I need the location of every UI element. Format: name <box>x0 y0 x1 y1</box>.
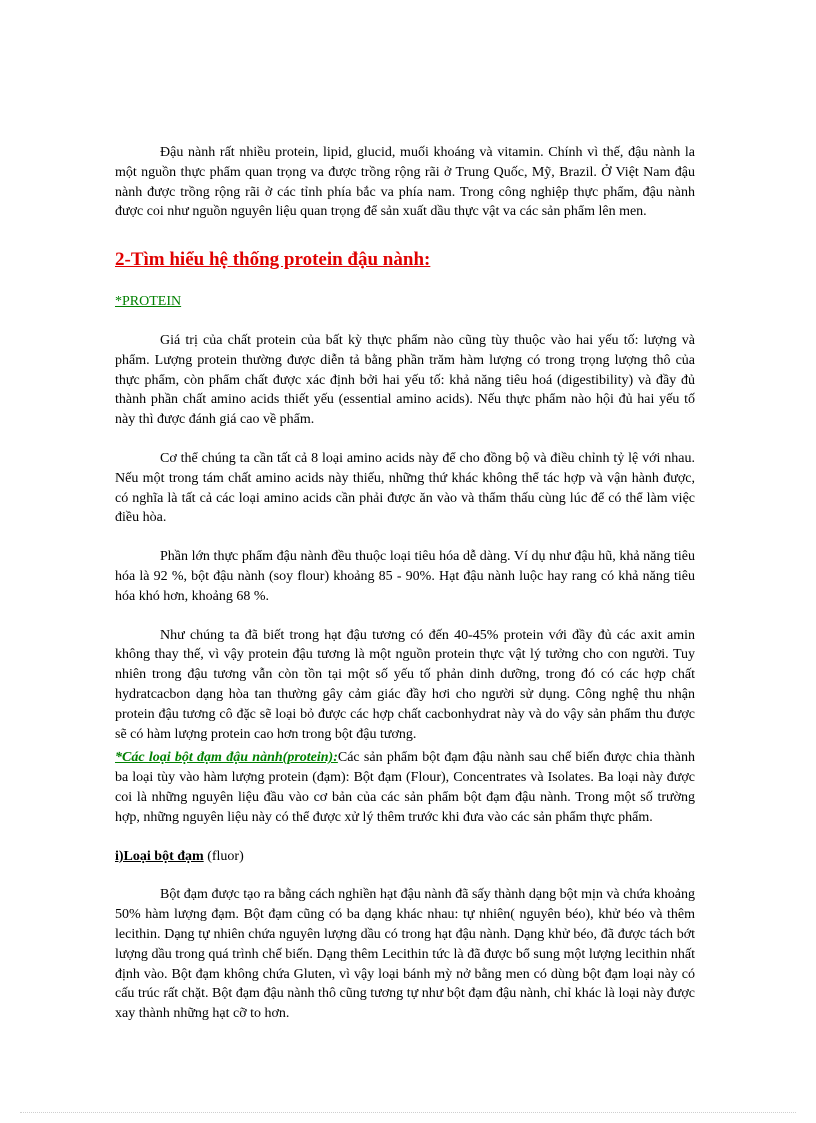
intro-paragraph: Đậu nành rất nhiều protein, lipid, glucid, muối khoáng và vitamin. Chính vì thế, đậu nành la một nguồn thực phẩm quan trọng va được trồng rộng rãi ở Trung Quốc, Mỹ, Brazil. Ở Việt Nam đậu nành được trồng rộng rãi ở các tỉnh phía bắc va phía nam. Trong công nghiệp thực phẩm, đậu nành được coi như nguồn nguyên liệu quan trọng để sản xuất dầu thực vật va các sản phẩm lên men. <box>115 145 695 220</box>
types-paragraph <box>115 748 695 827</box>
section-title: 2-Tìm hiểu hệ thống protein đậu nành: <box>115 249 431 271</box>
paragraph-digestibility: Phần lớn thực phẩm đậu nành đều thuộc loại tiêu hóa dễ dàng. Ví dụ như đậu hũ, khả năng tiêu hóa là 92 %, bột đậu nành (soy flour) khoảng 85 - 90%. Hạt đậu nành luộc hay rang có khả năng tiêu hóa khó hơn, khoảng 68 %. <box>115 549 695 604</box>
flour-heading: i)Loại bột đạm <box>115 848 204 864</box>
types-heading: *Các loại bột đạm đậu nành(protein): <box>115 750 338 766</box>
document-page <box>115 143 695 1024</box>
types-text: Các sản phẩm bột đạm đậu nành sau chế biến được chia thành ba loại tùy vào hàm lượng protein (đạm): Bột đạm (Flour), Concentrates và Isolates. Ba loại này được coi là những nguyên liệu đầu vào cơ bản của các sản phẩm bột đạm đậu nành. Trong một số trường hợp, những nguyên liệu này có thể được xử lý thêm trước khi đưa vào các sản phẩm thực phẩm. <box>115 750 695 825</box>
protein-heading: *PROTEIN <box>115 294 182 310</box>
paragraph-value: Giá trị của chất protein của bất kỳ thực phẩm nào cũng tùy thuộc vào hai yếu tố: lượng và phẩm. Lượng protein thường được diễn tả bằng phần trăm hàm lượng có trong trọng lượng thô của thực phẩm, còn phẩm chất được xác định bởi hai yếu tố: khả năng tiêu hoá (digestibility) và đầy đủ thành phần chất amino acids thiết yếu (essential amino acids). Nếu thực phẩm nào hội đủ hai yếu tố này thì được đánh giá cao về phẩm. <box>115 332 695 428</box>
flour-heading-line <box>115 847 695 867</box>
paragraph-amino: Cơ thể chúng ta cần tất cả 8 loại amino acids này để cho đồng bộ và điều chỉnh tỷ lệ với nhau. Nếu một trong tám chất amino acids này thiếu, những thứ khác không thể tác hợp và vận hành được, có nghĩa là tất cả các loại amino acids cần phải được ăn vào và thẩm thấu cùng lúc để có thể làm việc điều hòa. <box>115 450 695 526</box>
flour-paragraph: Bột đạm được tạo ra bằng cách nghiền hạt đậu nành đã sấy thành dạng bột mịn và chứa khoảng 50% hàm lượng đạm. Bột đạm cũng có ba dạng khác nhau: tự nhiên( nguyên béo), khử béo và thêm lecithin. Dạng tự nhiên chứa nguyên lượng dầu có trong hạt đậu nành. Dạng khử béo, đã được tách bớt lượng dầu trong quá trình chế biến. Dạng thêm Lecithin tức là đã được bổ sung một lượng lecithin nhất định vào. Bột đạm không chứa Gluten, vì vậy loại bánh mỳ nở bằng men có dùng bột đạm loại này có cấu trúc rất chặt. Bột đạm đậu nành thô cũng tương tự như bột đạm đậu nành, chỉ khác là loại này được xay thành những hạt cỡ to hơn. <box>115 887 695 1022</box>
paragraph-soy-protein: Như chúng ta đã biết trong hạt đậu tương có đến 40-45% protein với đầy đủ các axit amin không thay thế, vì vậy protein đậu tương là một nguồn protein thực vật lý tưởng cho con người. Tuy nhiên trong đậu tương vẫn còn tồn tại một số yếu tố phản dinh dưỡng, trong đó có các hợp chất hydratcacbon dạng hòa tan thường gây cảm giác đầy hơi cho người sử dụng. Công nghệ thu nhận protein đậu tương cô đặc sẽ loại bỏ được các hợp chất cacbonhydrat này và do vậy sản phẩm thu được sẽ có hàm lượng protein cao hơn trong bột đậu tương. <box>115 627 695 742</box>
flour-suffix: (fluor) <box>203 848 244 864</box>
page-bottom-divider <box>20 1112 796 1113</box>
